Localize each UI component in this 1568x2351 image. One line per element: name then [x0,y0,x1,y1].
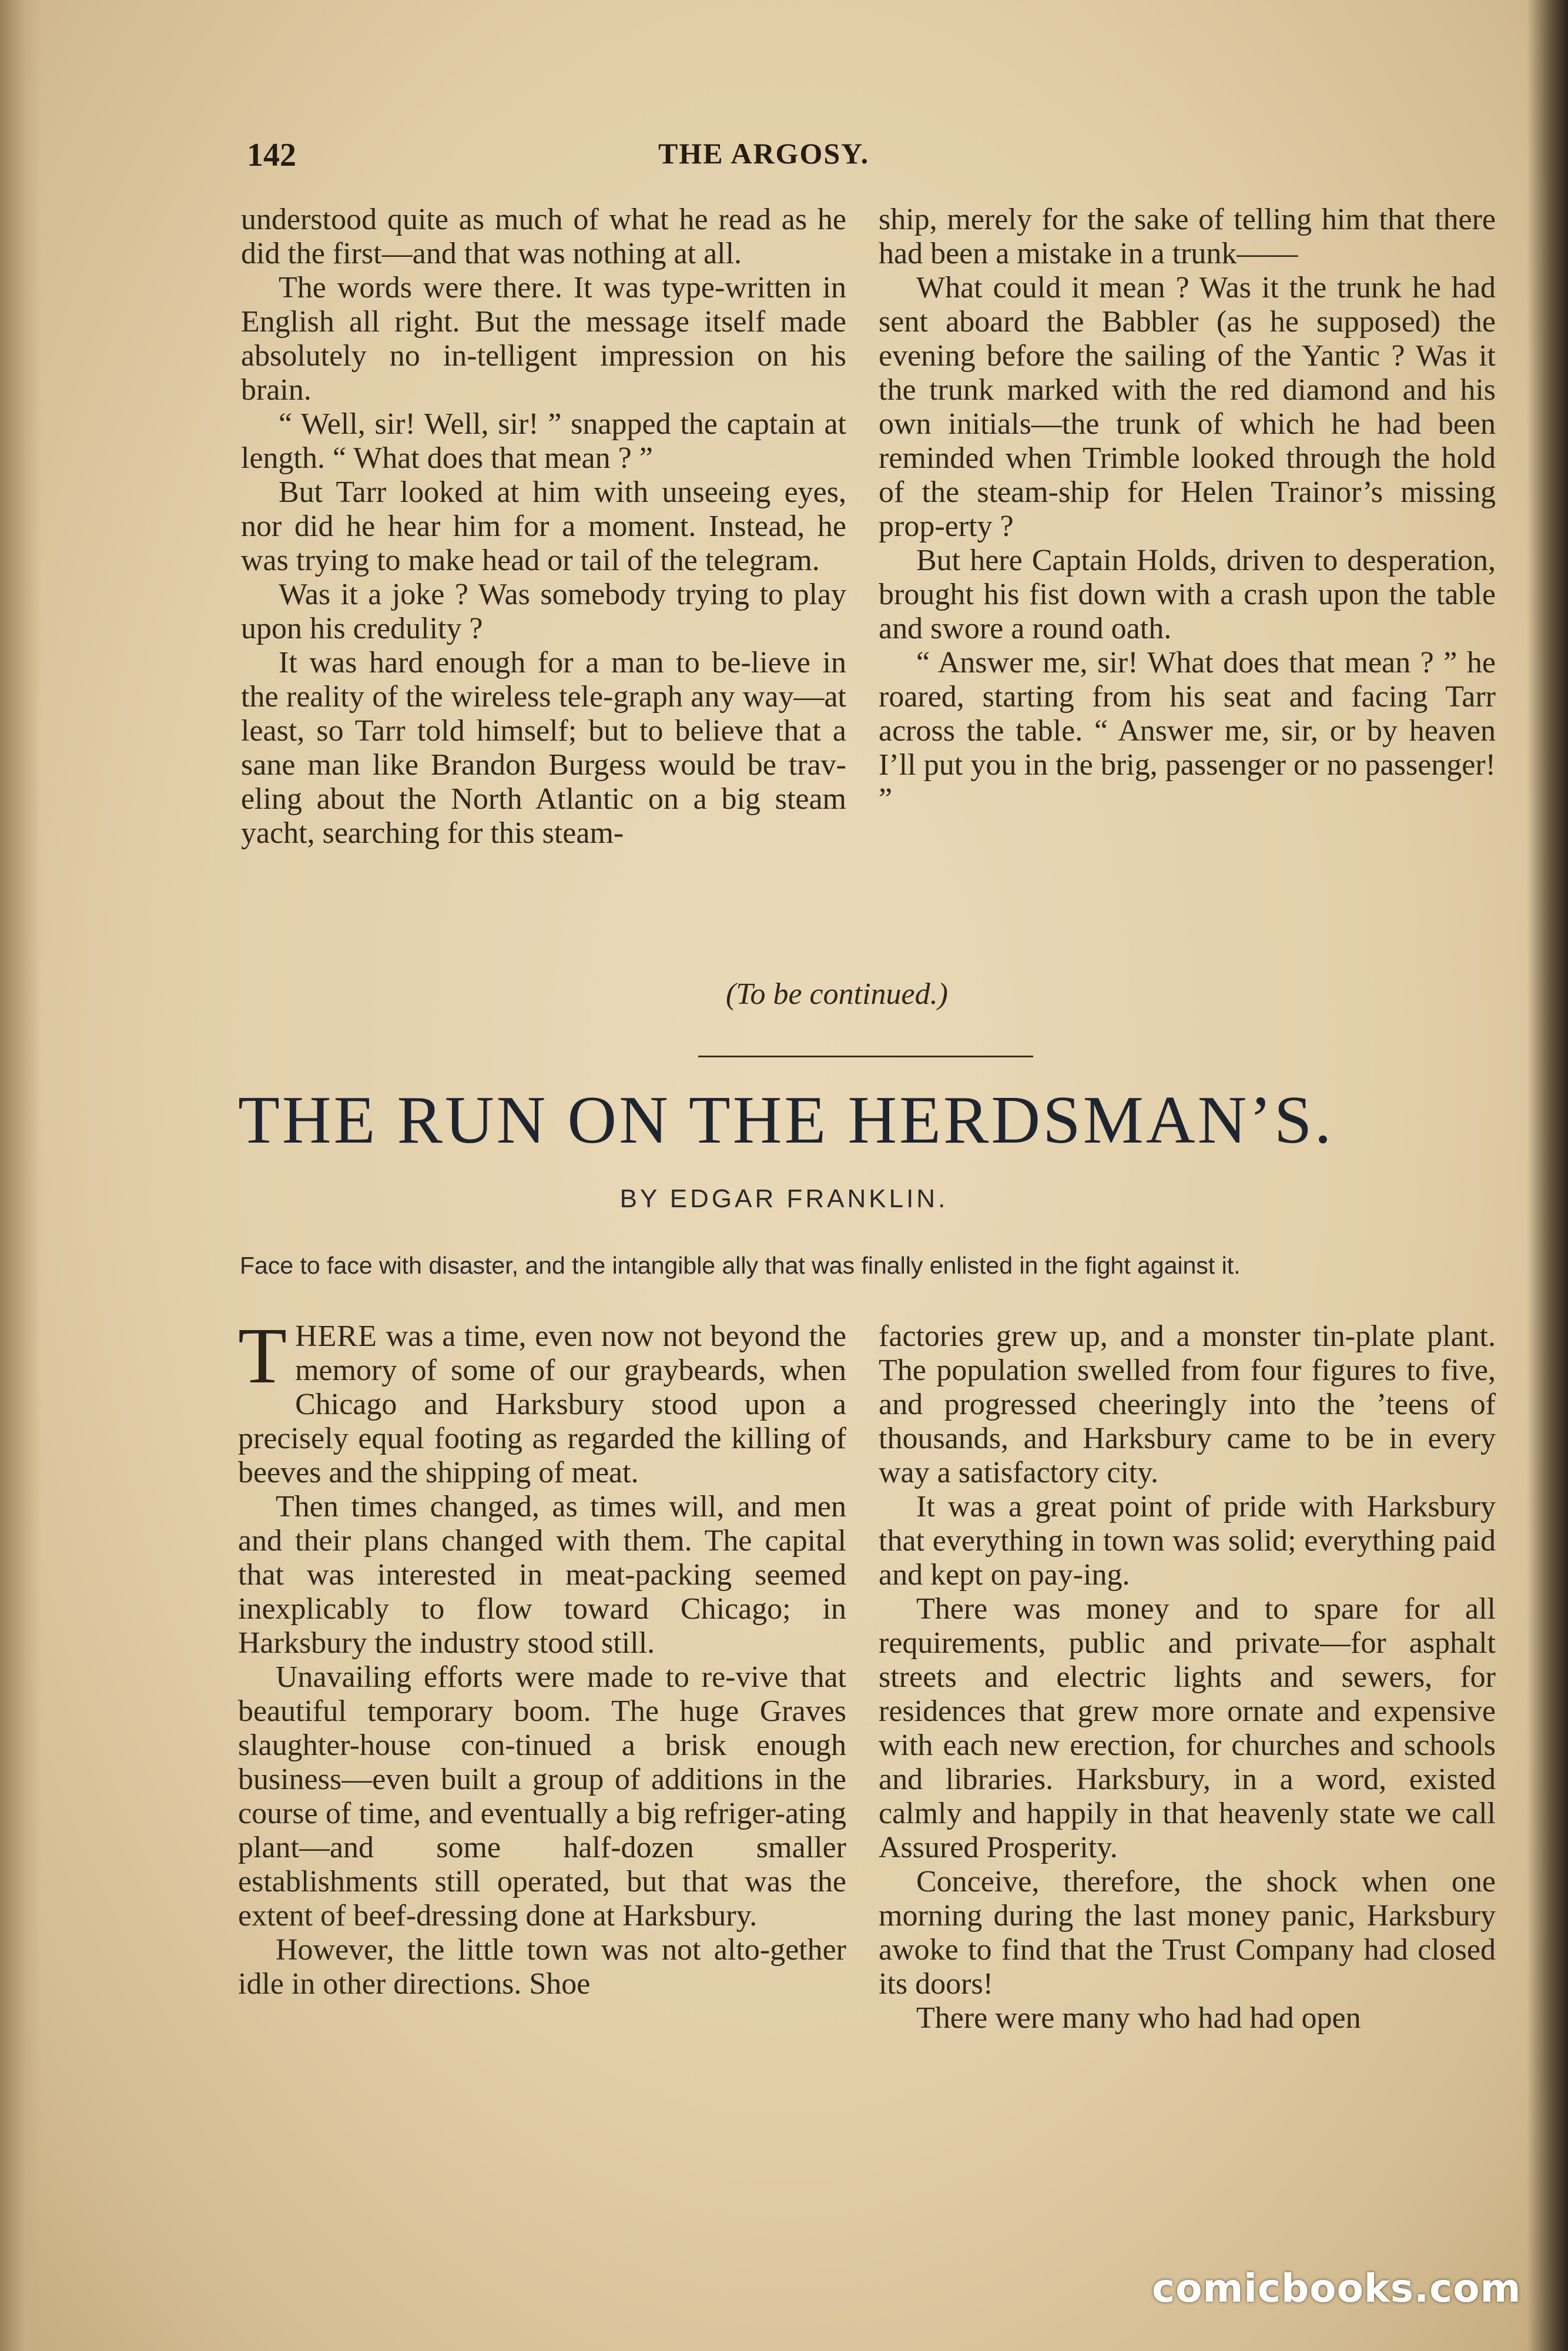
opening-text: was a time, even now not beyond the memory of some of our graybeards, when Chicago and Harksbury stood upon a precisely equal footing as regarded the killing of beeves and the shipping of meat. [238,1319,846,1489]
page-spine-shadow [0,0,41,2351]
to-be-continued-note: (To be continued.) [726,977,948,1011]
paragraph: It was a great point of pride with Harksbury that everything in town was solid; everything paid and kept on pay-ing. [879,1490,1496,1592]
paragraph: However, the little town was not alto-gether idle in other directions. Shoe [238,1933,846,2001]
paragraph: There were many who had had open [916,2001,1361,2035]
story-left-column [238,1312,846,2154]
story-subtitle: Face to face with disaster, and the intangible ally that was finally enlisted in the fight against it. [240,1252,1241,1279]
paragraph: It was hard enough for a man to be-lieve in the reality of the wireless tele-graph any way—at least, so Tarr told himself; but to believe that a sane man like Brandon Burgess would be trav-eling about the North Atlantic on a big steam yacht, searching for this steam- [241,646,846,850]
story-title: THE RUN ON THE HERDSMAN’S. [238,1083,1334,1158]
continued-story-right-column [879,203,1496,984]
paragraph: Conceive, therefore, the shock when one morning during the last money panic, Harksbury awoke to find that the Trust Company had closed its doors! [879,1865,1496,2001]
page-header [247,136,1510,183]
paragraph: The words were there. It was type-written in English all right. But the message itself made absolutely no in-telligent impression on his brain. [241,271,846,407]
paragraph: Unavailing efforts were made to re-vive that beautiful temporary boom. The huge Graves slaughter-house con-tinued a brisk enough business—even built a group of additions in the course of time, and eventually a big refriger-ating plant—and some half-dozen smaller establishments still operated, but that was the extent of beef-dressing done at Harksbury. [238,1660,846,1933]
paragraph: Was it a joke ? Was somebody trying to play upon his credulity ? [241,578,846,645]
site-watermark: comicbooks.com [1152,2266,1522,2311]
drop-cap: T [238,1312,287,1400]
paragraph: ship, merely for the sake of telling him that there had been a mistake in a trunk—— [879,203,1496,270]
page-number: 142 [247,137,296,173]
paragraph: There was money and to spare for all requirements, public and private—for asphalt streets and electric lights and sewers, for residences that grew more ornate and expensive with each new erection, for churches and schools and libraries. Harksbury, in a word, existed calmly and happily in that heavenly state we call Assured Prosperity. [879,1592,1496,1864]
paragraph: factories grew up, and a monster tin-plate plant. The population swelled from four figures to five, and progressed cheeringly into the ’teens of thousands, and Harksbury came to be in every way a satisfactory city. [879,1319,1496,1489]
paragraph: “ Answer me, sir! What does that mean ? ” he roared, starting from his seat and facing Tarr across the table. “ Answer me, sir, or by heaven I’ll put you in the brig, passenger or no passenger! ” [879,646,1496,816]
opening-paragraph [238,1312,846,1490]
paragraph: understood quite as much of what he read as he did the first—and that was nothing at all. [241,203,846,270]
running-head: THE ARGOSY. [658,137,870,170]
story-right-column [879,1319,1496,2154]
story-byline: BY EDGAR FRANKLIN. [619,1184,949,1213]
paragraph: Then times changed, as times will, and men and their plans changed with them. The capital that was interested in meat-packing seemed inexplicably to flow toward Chicago; in Harksbury the industry stood still. [238,1490,846,1660]
paragraph: What could it mean ? Was it the trunk he had sent aboard the Babbler (as he supposed) the evening before the sailing of the Yantic ? Was it the trunk marked with the red diamond and his own initials—the trunk of which he had been reminded when Trimble looked through the hold of the steam-ship for Helen Trainor’s missing prop-erty ? [879,271,1496,543]
section-divider [698,1056,1033,1057]
paragraph: “ Well, sir! Well, sir! ” snapped the captain at length. “ What does that mean ? ” [241,407,846,475]
paragraph: But Tarr looked at him with unseeing eyes, nor did he hear him for a moment. Instead, he was trying to make head or tail of the telegram. [241,475,846,577]
opening-small-caps: HERE [295,1319,377,1353]
paragraph: But here Captain Holds, driven to desperation, brought his fist down with a crash upon the table and swore a round oath. [879,544,1496,645]
continued-story-left-column [241,203,846,984]
page-edge-shadow [1527,0,1568,2351]
